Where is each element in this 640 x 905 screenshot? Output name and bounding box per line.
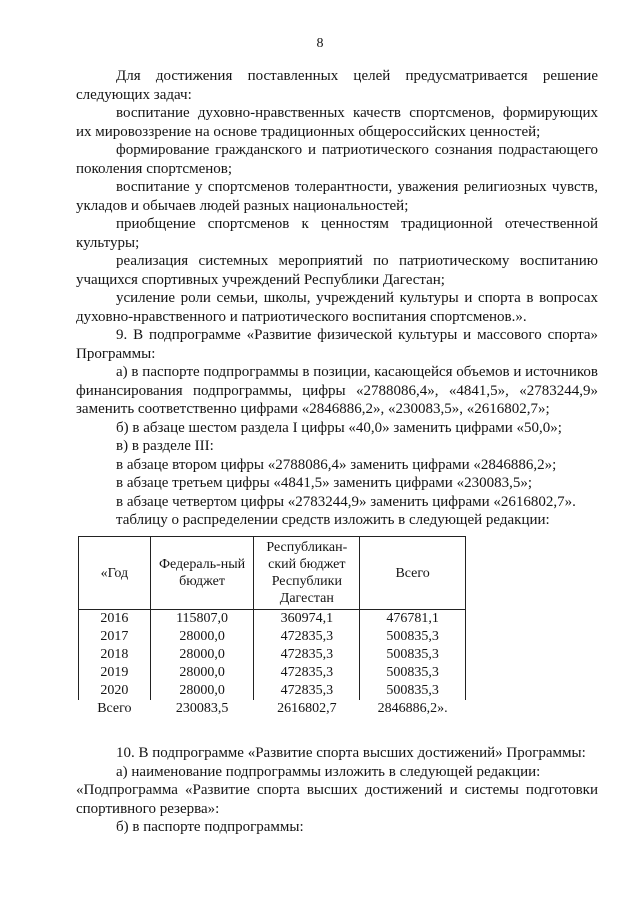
paragraph: а) в паспорте подпрограммы в позиции, касающейся объемов и источников финансирования подпрограммы, цифры «2788086,4», «4841,5», «2783244,9» заменить соответственно цифрами «2846886,2», «230083,5», «2616802,7»; [76, 364, 598, 417]
paragraph: приобщение спортсменов к ценностям традиционной отечественной культуры; [76, 216, 598, 251]
cell-republic: 472835,3 [254, 646, 360, 664]
paragraph: реализация системных мероприятий по патриотическому воспитанию учащихся спортивных учреждений Республики Дагестан; [76, 253, 598, 288]
funding-table-wrapper [78, 536, 466, 718]
cell-federal: 28000,0 [150, 664, 254, 682]
header-year: «Год [79, 537, 151, 610]
table-row [79, 646, 466, 664]
paragraph: «Подпрограмма «Развитие спорта высших достижений и системы подготовки спортивного резерва»: [76, 782, 598, 817]
cell-year: 2017 [79, 628, 151, 646]
paragraph: Для достижения поставленных целей предусматривается решение следующих задач: [76, 68, 598, 103]
table-row [79, 664, 466, 682]
cell-republic: 472835,3 [254, 628, 360, 646]
paragraph: 10. В подпрограмме «Развитие спорта высших достижений» Программы: [116, 745, 586, 761]
cell-federal: 115807,0 [150, 610, 254, 629]
table-row [79, 628, 466, 646]
cell-republic: 360974,1 [254, 610, 360, 629]
table-row [79, 682, 466, 700]
page-number: 8 [316, 36, 324, 51]
cell-total-label: Всего [97, 701, 132, 716]
paragraph: 9. В подпрограмме «Развитие физической культуры и массового спорта» Программы: [76, 327, 598, 362]
cell-federal: 28000,0 [150, 628, 254, 646]
paragraph: в абзаце третьем цифры «4841,5» заменить цифрами «230083,5»; [116, 475, 532, 491]
cell-year: 2020 [79, 682, 151, 700]
cell-federal: 28000,0 [150, 646, 254, 664]
cell-total: 500835,3 [360, 664, 466, 682]
table-row [79, 610, 466, 629]
cell-total-federal: 230083,5 [175, 701, 229, 716]
paragraph: в абзаце втором цифры «2788086,4» заменить цифрами «2846886,2»; [116, 456, 557, 473]
cell-republic: 472835,3 [254, 682, 360, 700]
cell-year: 2019 [79, 664, 151, 682]
paragraph: воспитание у спортсменов толерантности, уважения религиозных чувств, укладов и обычаев людей разных национальностей; [76, 179, 598, 214]
following-text [76, 744, 598, 837]
cell-total-republic: 2616802,7 [277, 701, 337, 716]
header-republic: Республикан-ский бюджет Республики Дагестан [254, 537, 360, 610]
cell-total: 476781,1 [360, 610, 466, 629]
paragraph: в) в разделе III: [116, 438, 214, 454]
header-total: Всего [360, 537, 466, 610]
cell-republic: 472835,3 [254, 664, 360, 682]
body-text [76, 67, 598, 530]
cell-total: 500835,3 [360, 682, 466, 700]
paragraph: формирование гражданского и патриотического сознания подрастающего поколения спортсменов; [76, 142, 598, 177]
cell-total: 500835,3 [360, 646, 466, 664]
paragraph: усиление роли семьи, школы, учреждений культуры и спорта в вопросах духовно-нравственного и патриотического воспитания спортсменов.». [76, 290, 598, 325]
cell-total-all: 2846886,2». [377, 701, 448, 716]
table-total-row [79, 700, 466, 718]
header-federal: Федераль-ный бюджет [150, 537, 254, 610]
paragraph: воспитание духовно-нравственных качеств спортсменов, формирующих их мировоззрение на основе традиционных общероссийских ценностей; [76, 105, 598, 140]
paragraph: б) в абзаце шестом раздела I цифры «40,0» заменить цифрами «50,0»; [116, 419, 562, 436]
paragraph: б) в паспорте подпрограммы: [116, 819, 304, 835]
cell-year: 2016 [79, 610, 151, 629]
paragraph: таблицу о распределении средств изложить в следующей редакции: [116, 512, 550, 528]
paragraph: в абзаце четвертом цифры «2783244,9» заменить цифрами «2616802,7». [116, 493, 576, 510]
cell-federal: 28000,0 [150, 682, 254, 700]
cell-year: 2018 [79, 646, 151, 664]
paragraph: а) наименование подпрограммы изложить в следующей редакции: [116, 763, 541, 780]
cell-total: 500835,3 [360, 628, 466, 646]
table-header-row [79, 537, 466, 610]
funding-table [78, 536, 466, 718]
